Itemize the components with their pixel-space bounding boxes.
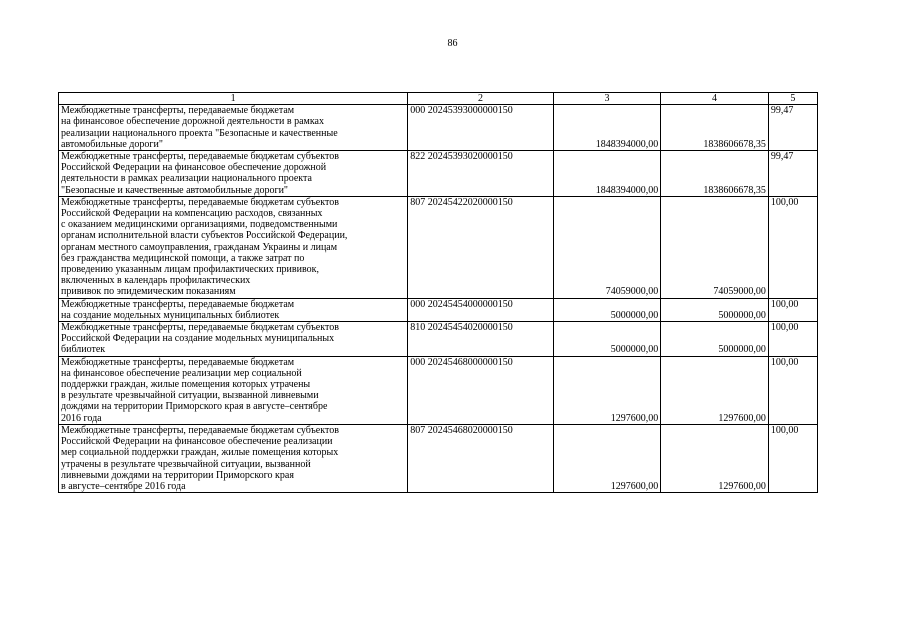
row-percent-cell: 99,47 [768, 105, 817, 151]
row-code-cell: 822 20245393020000150 [408, 151, 553, 197]
row-name-cell: Межбюджетные трансферты, передаваемые бюджетам на финансовое обеспечение реализации мер социальной поддержки граждан, жилые помещения которых утрачены в результате чрезвычайной ситуации, вызванной ливневыми дождями на территории Приморского края в августе–сентябре 2016 года [59, 356, 408, 424]
column-header: 5 [768, 93, 817, 105]
table-row [59, 151, 818, 197]
table-row [59, 424, 818, 492]
table-row [59, 356, 818, 424]
row-executed-cell: 1838606678,35 [661, 151, 769, 197]
row-code-cell: 000 20245468000000150 [408, 356, 553, 424]
row-code-cell: 810 20245454020000150 [408, 322, 553, 357]
row-plan-cell: 74059000,00 [553, 196, 661, 298]
row-percent-cell: 100,00 [768, 298, 817, 321]
row-name-cell: Межбюджетные трансферты, передаваемые бюджетам на финансовое обеспечение дорожной деятельности в рамках реализации национального проекта "Безопасные и качественные автомобильные дороги" [59, 105, 408, 151]
row-executed-cell: 5000000,00 [661, 322, 769, 357]
row-code-cell: 807 20245468020000150 [408, 424, 553, 492]
row-code-cell: 000 20245393000000150 [408, 105, 553, 151]
row-percent-cell: 100,00 [768, 424, 817, 492]
page-number: 86 [447, 38, 458, 49]
table-row [59, 298, 818, 321]
table-row [59, 105, 818, 151]
table-row [59, 196, 818, 298]
column-header: 1 [59, 93, 408, 105]
row-name-cell: Межбюджетные трансферты, передаваемые бюджетам субъектов Российской Федерации на финансовое обеспечение реализации мер социальной поддержки граждан, жилые помещения которых утрачены в результате чрезвычайной ситуации, вызванной ливневыми дождями на территории Приморского края в августе–сентябре 2016 года [59, 424, 408, 492]
row-name-cell: Межбюджетные трансферты, передаваемые бюджетам субъектов Российской Федерации на финансовое обеспечение дорожной деятельности в рамках реализации национального проекта "Безопасные и качественные автомобильные дороги" [59, 151, 408, 197]
row-percent-cell: 100,00 [768, 356, 817, 424]
column-header: 3 [553, 93, 661, 105]
budget-table [58, 92, 818, 493]
row-plan-cell: 1297600,00 [553, 356, 661, 424]
row-name-cell: Межбюджетные трансферты, передаваемые бюджетам на создание модельных муниципальных библиотек [59, 298, 408, 321]
row-plan-cell: 5000000,00 [553, 298, 661, 321]
row-plan-cell: 5000000,00 [553, 322, 661, 357]
row-plan-cell: 1848394000,00 [553, 105, 661, 151]
row-executed-cell: 1297600,00 [661, 356, 769, 424]
row-executed-cell: 1297600,00 [661, 424, 769, 492]
row-executed-cell: 5000000,00 [661, 298, 769, 321]
row-executed-cell: 74059000,00 [661, 196, 769, 298]
column-header: 4 [661, 93, 769, 105]
row-code-cell: 000 20245454000000150 [408, 298, 553, 321]
row-code-cell: 807 20245422020000150 [408, 196, 553, 298]
column-header: 2 [408, 93, 553, 105]
row-executed-cell: 1838606678,35 [661, 105, 769, 151]
row-percent-cell: 100,00 [768, 322, 817, 357]
row-name-cell: Межбюджетные трансферты, передаваемые бюджетам субъектов Российской Федерации на создание модельных муниципальных библиотек [59, 322, 408, 357]
table-row [59, 322, 818, 357]
row-name-cell: Межбюджетные трансферты, передаваемые бюджетам субъектов Российской Федерации на компенсацию расходов, связанных с оказанием медицинскими организациями, подведомственными органам исполнительной власти субъектов Российской Федерации, органам местного самоуправления, гражданам Украины и лицам без гражданства медицинской помощи, а также затрат по проведению указанным лицам профилактических прививок, включенных в календарь профилактических прививок по эпидемическим показаниям [59, 196, 408, 298]
row-percent-cell: 100,00 [768, 196, 817, 298]
header-row [59, 93, 818, 105]
row-plan-cell: 1848394000,00 [553, 151, 661, 197]
row-plan-cell: 1297600,00 [553, 424, 661, 492]
row-percent-cell: 99,47 [768, 151, 817, 197]
